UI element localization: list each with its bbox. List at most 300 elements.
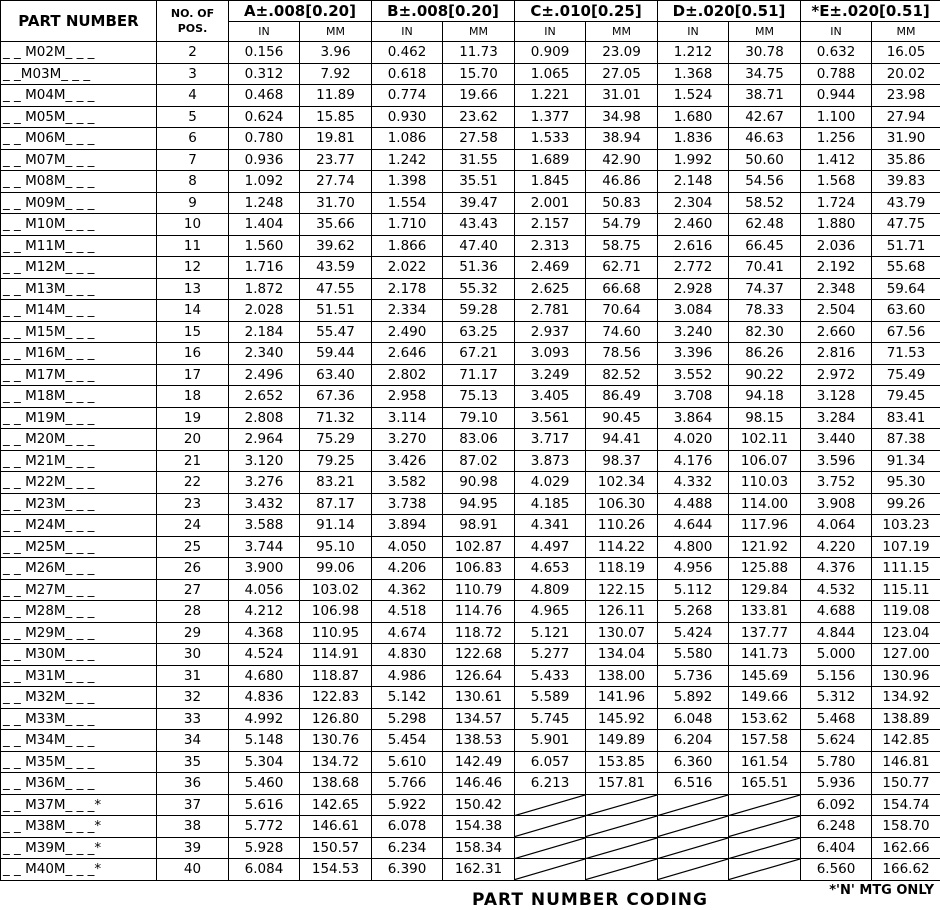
value-in-cell: 2.496 bbox=[229, 364, 300, 386]
positions-cell: 13 bbox=[157, 278, 229, 300]
value-in-cell: 1.992 bbox=[658, 149, 729, 171]
value-in-cell: 1.242 bbox=[372, 149, 443, 171]
table-row bbox=[1, 816, 940, 838]
value-in-cell: 3.396 bbox=[658, 343, 729, 365]
value-in-cell: 4.220 bbox=[801, 536, 872, 558]
value-mm-cell: 142.65 bbox=[300, 794, 372, 816]
value-in-cell: 2.816 bbox=[801, 343, 872, 365]
table-row bbox=[1, 601, 940, 623]
value-mm-cell: 138.53 bbox=[443, 730, 515, 752]
table-row bbox=[1, 687, 940, 709]
part-number-cell: _ _ M28M_ _ _ bbox=[1, 601, 157, 623]
table-row bbox=[1, 407, 940, 429]
value-in-cell: 6.048 bbox=[658, 708, 729, 730]
value-mm-cell: 34.98 bbox=[586, 106, 658, 128]
value-in-cell: 2.304 bbox=[658, 192, 729, 214]
table-row bbox=[1, 472, 940, 494]
value-mm-cell: 67.56 bbox=[872, 321, 940, 343]
value-in-cell: 5.766 bbox=[372, 773, 443, 795]
value-mm-cell: 35.51 bbox=[443, 171, 515, 193]
value-in-cell: 2.616 bbox=[658, 235, 729, 257]
value-in-cell: 5.142 bbox=[372, 687, 443, 709]
value-in-cell: 6.078 bbox=[372, 816, 443, 838]
part-number-cell: _ _ M12M_ _ _ bbox=[1, 257, 157, 279]
value-mm-cell: 137.77 bbox=[729, 622, 801, 644]
value-mm-cell: 87.17 bbox=[300, 493, 372, 515]
value-in-cell: 6.248 bbox=[801, 816, 872, 838]
value-mm-cell: 166.62 bbox=[872, 859, 940, 881]
value-mm-cell: 114.00 bbox=[729, 493, 801, 515]
value-mm-cell: 71.53 bbox=[872, 343, 940, 365]
value-in-cell: 4.497 bbox=[515, 536, 586, 558]
value-mm-cell: 98.37 bbox=[586, 450, 658, 472]
value-in-cell: 5.610 bbox=[372, 751, 443, 773]
table-row bbox=[1, 450, 940, 472]
value-in-cell: 5.624 bbox=[801, 730, 872, 752]
value-in-cell: 4.332 bbox=[658, 472, 729, 494]
part-number-cell: _ _ M16M_ _ _ bbox=[1, 343, 157, 365]
positions-cell: 32 bbox=[157, 687, 229, 709]
value-mm-cell: 11.89 bbox=[300, 85, 372, 107]
value-mm-cell: 38.94 bbox=[586, 128, 658, 150]
value-mm-cell: 50.83 bbox=[586, 192, 658, 214]
value-in-cell: 5.736 bbox=[658, 665, 729, 687]
value-in-cell: 3.708 bbox=[658, 386, 729, 408]
value-mm-cell: 162.31 bbox=[443, 859, 515, 881]
table-row bbox=[1, 235, 940, 257]
value-mm-cell: 150.42 bbox=[443, 794, 515, 816]
table-row bbox=[1, 128, 940, 150]
value-mm-cell: 39.47 bbox=[443, 192, 515, 214]
value-in-cell: 1.845 bbox=[515, 171, 586, 193]
value-mm-cell: 31.01 bbox=[586, 85, 658, 107]
table-row bbox=[1, 171, 940, 193]
value-in-cell: 1.377 bbox=[515, 106, 586, 128]
part-number-cell: _ _ M14M_ _ _ bbox=[1, 300, 157, 322]
value-in-cell: 3.588 bbox=[229, 515, 300, 537]
value-in-cell: 5.424 bbox=[658, 622, 729, 644]
value-in-cell: 2.348 bbox=[801, 278, 872, 300]
value-mm-cell: 70.64 bbox=[586, 300, 658, 322]
value-in-cell: 1.880 bbox=[801, 214, 872, 236]
value-in-cell: 0.909 bbox=[515, 42, 586, 64]
value-mm-cell: 23.62 bbox=[443, 106, 515, 128]
not-applicable-cell bbox=[729, 859, 801, 881]
value-in-cell: 2.972 bbox=[801, 364, 872, 386]
value-in-cell: 4.674 bbox=[372, 622, 443, 644]
value-mm-cell: 63.60 bbox=[872, 300, 940, 322]
value-mm-cell: 142.85 bbox=[872, 730, 940, 752]
value-mm-cell: 16.05 bbox=[872, 42, 940, 64]
value-mm-cell: 47.75 bbox=[872, 214, 940, 236]
value-mm-cell: 59.28 bbox=[443, 300, 515, 322]
table-row bbox=[1, 63, 940, 85]
value-mm-cell: 122.68 bbox=[443, 644, 515, 666]
value-mm-cell: 90.45 bbox=[586, 407, 658, 429]
dim-e-header: *E±.020[0.51] bbox=[801, 1, 940, 22]
value-in-cell: 6.092 bbox=[801, 794, 872, 816]
value-in-cell: 2.781 bbox=[515, 300, 586, 322]
value-mm-cell: 86.26 bbox=[729, 343, 801, 365]
value-mm-cell: 158.70 bbox=[872, 816, 940, 838]
value-in-cell: 1.256 bbox=[801, 128, 872, 150]
value-mm-cell: 66.45 bbox=[729, 235, 801, 257]
positions-cell: 30 bbox=[157, 644, 229, 666]
part-number-cell: _ _ M22M_ _ _ bbox=[1, 472, 157, 494]
value-in-cell: 0.936 bbox=[229, 149, 300, 171]
positions-cell: 26 bbox=[157, 558, 229, 580]
value-mm-cell: 114.76 bbox=[443, 601, 515, 623]
positions-cell: 9 bbox=[157, 192, 229, 214]
value-mm-cell: 55.47 bbox=[300, 321, 372, 343]
value-mm-cell: 129.84 bbox=[729, 579, 801, 601]
positions-cell: 38 bbox=[157, 816, 229, 838]
part-number-cell: _ _ M19M_ _ _ bbox=[1, 407, 157, 429]
value-in-cell: 1.533 bbox=[515, 128, 586, 150]
value-in-cell: 0.468 bbox=[229, 85, 300, 107]
value-mm-cell: 47.55 bbox=[300, 278, 372, 300]
positions-cell: 28 bbox=[157, 601, 229, 623]
value-mm-cell: 23.09 bbox=[586, 42, 658, 64]
value-in-cell: 3.240 bbox=[658, 321, 729, 343]
value-in-cell: 1.554 bbox=[372, 192, 443, 214]
value-in-cell: 5.468 bbox=[801, 708, 872, 730]
table-row bbox=[1, 730, 940, 752]
value-in-cell: 1.524 bbox=[658, 85, 729, 107]
value-in-cell: 6.390 bbox=[372, 859, 443, 881]
value-in-cell: 4.488 bbox=[658, 493, 729, 515]
part-number-cell: _ _ M07M_ _ _ bbox=[1, 149, 157, 171]
value-mm-cell: 98.15 bbox=[729, 407, 801, 429]
value-mm-cell: 117.96 bbox=[729, 515, 801, 537]
value-mm-cell: 165.51 bbox=[729, 773, 801, 795]
value-mm-cell: 118.87 bbox=[300, 665, 372, 687]
value-mm-cell: 23.77 bbox=[300, 149, 372, 171]
value-in-cell: 4.680 bbox=[229, 665, 300, 687]
value-mm-cell: 98.91 bbox=[443, 515, 515, 537]
unit-mm-header: MM bbox=[586, 22, 658, 42]
positions-cell: 21 bbox=[157, 450, 229, 472]
positions-cell: 17 bbox=[157, 364, 229, 386]
dim-b-header: B±.008[0.20] bbox=[372, 1, 515, 22]
value-mm-cell: 11.73 bbox=[443, 42, 515, 64]
not-applicable-cell bbox=[586, 859, 658, 881]
value-mm-cell: 51.36 bbox=[443, 257, 515, 279]
value-mm-cell: 51.51 bbox=[300, 300, 372, 322]
value-mm-cell: 157.81 bbox=[586, 773, 658, 795]
value-in-cell: 3.084 bbox=[658, 300, 729, 322]
value-mm-cell: 27.94 bbox=[872, 106, 940, 128]
unit-in-header: IN bbox=[372, 22, 443, 42]
value-mm-cell: 71.17 bbox=[443, 364, 515, 386]
value-mm-cell: 62.71 bbox=[586, 257, 658, 279]
value-mm-cell: 15.70 bbox=[443, 63, 515, 85]
value-mm-cell: 149.66 bbox=[729, 687, 801, 709]
value-mm-cell: 15.85 bbox=[300, 106, 372, 128]
positions-cell: 18 bbox=[157, 386, 229, 408]
part-number-cell: _ _ M31M_ _ _ bbox=[1, 665, 157, 687]
value-mm-cell: 39.83 bbox=[872, 171, 940, 193]
positions-cell: 24 bbox=[157, 515, 229, 537]
not-applicable-cell bbox=[515, 794, 586, 816]
value-in-cell: 3.744 bbox=[229, 536, 300, 558]
part-number-cell: _ _ M33M_ _ _ bbox=[1, 708, 157, 730]
positions-cell: 2 bbox=[157, 42, 229, 64]
part-number-cell: _ _ M21M_ _ _ bbox=[1, 450, 157, 472]
value-mm-cell: 75.49 bbox=[872, 364, 940, 386]
value-mm-cell: 102.87 bbox=[443, 536, 515, 558]
value-in-cell: 2.001 bbox=[515, 192, 586, 214]
value-mm-cell: 74.60 bbox=[586, 321, 658, 343]
value-mm-cell: 154.53 bbox=[300, 859, 372, 881]
part-number-cell: _ _ M11M_ _ _ bbox=[1, 235, 157, 257]
value-in-cell: 0.624 bbox=[229, 106, 300, 128]
value-in-cell: 6.084 bbox=[229, 859, 300, 881]
part-number-cell: _ _ M27M_ _ _ bbox=[1, 579, 157, 601]
value-mm-cell: 110.03 bbox=[729, 472, 801, 494]
value-mm-cell: 83.21 bbox=[300, 472, 372, 494]
unit-in-header: IN bbox=[801, 22, 872, 42]
positions-cell: 10 bbox=[157, 214, 229, 236]
value-in-cell: 2.313 bbox=[515, 235, 586, 257]
value-mm-cell: 50.60 bbox=[729, 149, 801, 171]
value-mm-cell: 19.81 bbox=[300, 128, 372, 150]
part-number-cell: _ _ M13M_ _ _ bbox=[1, 278, 157, 300]
not-applicable-cell bbox=[658, 816, 729, 838]
value-mm-cell: 67.36 bbox=[300, 386, 372, 408]
value-in-cell: 6.234 bbox=[372, 837, 443, 859]
value-mm-cell: 95.30 bbox=[872, 472, 940, 494]
value-mm-cell: 154.74 bbox=[872, 794, 940, 816]
value-in-cell: 2.469 bbox=[515, 257, 586, 279]
table-row bbox=[1, 515, 940, 537]
table-row bbox=[1, 192, 940, 214]
positions-cell: 25 bbox=[157, 536, 229, 558]
value-in-cell: 5.000 bbox=[801, 644, 872, 666]
value-in-cell: 3.128 bbox=[801, 386, 872, 408]
value-in-cell: 0.788 bbox=[801, 63, 872, 85]
value-mm-cell: 58.75 bbox=[586, 235, 658, 257]
value-in-cell: 4.809 bbox=[515, 579, 586, 601]
value-in-cell: 5.454 bbox=[372, 730, 443, 752]
value-in-cell: 2.937 bbox=[515, 321, 586, 343]
value-mm-cell: 35.86 bbox=[872, 149, 940, 171]
value-in-cell: 3.426 bbox=[372, 450, 443, 472]
part-number-cell: _ _ M04M_ _ _ bbox=[1, 85, 157, 107]
dim-a-header: A±.008[0.20] bbox=[229, 1, 372, 22]
value-mm-cell: 127.00 bbox=[872, 644, 940, 666]
value-mm-cell: 79.45 bbox=[872, 386, 940, 408]
value-mm-cell: 82.52 bbox=[586, 364, 658, 386]
value-in-cell: 5.304 bbox=[229, 751, 300, 773]
value-in-cell: 3.717 bbox=[515, 429, 586, 451]
value-in-cell: 1.398 bbox=[372, 171, 443, 193]
not-applicable-cell bbox=[658, 837, 729, 859]
value-mm-cell: 141.96 bbox=[586, 687, 658, 709]
value-in-cell: 3.552 bbox=[658, 364, 729, 386]
header-row-dims bbox=[1, 1, 940, 22]
part-number-cell: _ _ M32M_ _ _ bbox=[1, 687, 157, 709]
value-mm-cell: 19.66 bbox=[443, 85, 515, 107]
value-in-cell: 0.312 bbox=[229, 63, 300, 85]
value-in-cell: 0.462 bbox=[372, 42, 443, 64]
part-number-cell: _ _ M38M_ _ _* bbox=[1, 816, 157, 838]
value-mm-cell: 110.26 bbox=[586, 515, 658, 537]
table-row bbox=[1, 364, 940, 386]
value-in-cell: 0.930 bbox=[372, 106, 443, 128]
value-in-cell: 5.460 bbox=[229, 773, 300, 795]
value-mm-cell: 150.77 bbox=[872, 773, 940, 795]
table-row bbox=[1, 751, 940, 773]
value-in-cell: 4.992 bbox=[229, 708, 300, 730]
value-mm-cell: 34.75 bbox=[729, 63, 801, 85]
value-in-cell: 1.680 bbox=[658, 106, 729, 128]
value-in-cell: 2.334 bbox=[372, 300, 443, 322]
value-in-cell: 4.212 bbox=[229, 601, 300, 623]
value-in-cell: 5.156 bbox=[801, 665, 872, 687]
value-mm-cell: 134.92 bbox=[872, 687, 940, 709]
value-in-cell: 4.688 bbox=[801, 601, 872, 623]
table-row bbox=[1, 665, 940, 687]
value-mm-cell: 114.91 bbox=[300, 644, 372, 666]
value-mm-cell: 63.40 bbox=[300, 364, 372, 386]
value-in-cell: 2.148 bbox=[658, 171, 729, 193]
value-in-cell: 5.433 bbox=[515, 665, 586, 687]
value-in-cell: 3.582 bbox=[372, 472, 443, 494]
value-mm-cell: 106.98 bbox=[300, 601, 372, 623]
part-number-cell: _ _ M23M_ _ _ bbox=[1, 493, 157, 515]
table-row bbox=[1, 214, 940, 236]
value-in-cell: 1.368 bbox=[658, 63, 729, 85]
table-row bbox=[1, 257, 940, 279]
positions-cell: 7 bbox=[157, 149, 229, 171]
value-mm-cell: 130.07 bbox=[586, 622, 658, 644]
value-in-cell: 2.192 bbox=[801, 257, 872, 279]
value-in-cell: 4.185 bbox=[515, 493, 586, 515]
table-row bbox=[1, 622, 940, 644]
value-in-cell: 2.964 bbox=[229, 429, 300, 451]
value-mm-cell: 30.78 bbox=[729, 42, 801, 64]
value-mm-cell: 154.38 bbox=[443, 816, 515, 838]
value-in-cell: 1.092 bbox=[229, 171, 300, 193]
value-in-cell: 2.022 bbox=[372, 257, 443, 279]
value-in-cell: 1.716 bbox=[229, 257, 300, 279]
value-in-cell: 2.802 bbox=[372, 364, 443, 386]
value-mm-cell: 27.05 bbox=[586, 63, 658, 85]
value-in-cell: 3.873 bbox=[515, 450, 586, 472]
value-mm-cell: 149.89 bbox=[586, 730, 658, 752]
value-in-cell: 3.405 bbox=[515, 386, 586, 408]
value-in-cell: 5.780 bbox=[801, 751, 872, 773]
value-in-cell: 1.404 bbox=[229, 214, 300, 236]
value-in-cell: 1.086 bbox=[372, 128, 443, 150]
table-row bbox=[1, 386, 940, 408]
value-in-cell: 2.157 bbox=[515, 214, 586, 236]
value-mm-cell: 23.98 bbox=[872, 85, 940, 107]
value-mm-cell: 43.79 bbox=[872, 192, 940, 214]
positions-cell: 20 bbox=[157, 429, 229, 451]
part-number-cell: _ _ M30M_ _ _ bbox=[1, 644, 157, 666]
value-in-cell: 2.340 bbox=[229, 343, 300, 365]
part-number-cell: _ _ M29M_ _ _ bbox=[1, 622, 157, 644]
dim-d-header: D±.020[0.51] bbox=[658, 1, 801, 22]
value-in-cell: 0.632 bbox=[801, 42, 872, 64]
value-mm-cell: 110.95 bbox=[300, 622, 372, 644]
value-mm-cell: 27.74 bbox=[300, 171, 372, 193]
part-number-cell: _ _ M25M_ _ _ bbox=[1, 536, 157, 558]
value-mm-cell: 94.18 bbox=[729, 386, 801, 408]
value-mm-cell: 126.80 bbox=[300, 708, 372, 730]
value-in-cell: 2.808 bbox=[229, 407, 300, 429]
value-mm-cell: 130.76 bbox=[300, 730, 372, 752]
part-number-cell: _ _ M39M_ _ _* bbox=[1, 837, 157, 859]
value-mm-cell: 78.33 bbox=[729, 300, 801, 322]
value-in-cell: 3.894 bbox=[372, 515, 443, 537]
value-in-cell: 4.029 bbox=[515, 472, 586, 494]
value-in-cell: 0.156 bbox=[229, 42, 300, 64]
value-mm-cell: 75.29 bbox=[300, 429, 372, 451]
value-mm-cell: 150.57 bbox=[300, 837, 372, 859]
not-applicable-cell bbox=[729, 816, 801, 838]
part-number-cell: _ _ M20M_ _ _ bbox=[1, 429, 157, 451]
value-in-cell: 4.206 bbox=[372, 558, 443, 580]
value-mm-cell: 39.62 bbox=[300, 235, 372, 257]
value-in-cell: 1.724 bbox=[801, 192, 872, 214]
value-in-cell: 3.440 bbox=[801, 429, 872, 451]
value-in-cell: 4.532 bbox=[801, 579, 872, 601]
positions-cell: 19 bbox=[157, 407, 229, 429]
value-mm-cell: 79.25 bbox=[300, 450, 372, 472]
value-mm-cell: 94.95 bbox=[443, 493, 515, 515]
value-in-cell: 5.589 bbox=[515, 687, 586, 709]
value-in-cell: 4.368 bbox=[229, 622, 300, 644]
unit-in-header: IN bbox=[658, 22, 729, 42]
value-mm-cell: 67.21 bbox=[443, 343, 515, 365]
part-number-cell: _ _ M15M_ _ _ bbox=[1, 321, 157, 343]
positions-cell: 11 bbox=[157, 235, 229, 257]
value-in-cell: 5.745 bbox=[515, 708, 586, 730]
positions-cell: 29 bbox=[157, 622, 229, 644]
value-mm-cell: 99.06 bbox=[300, 558, 372, 580]
value-mm-cell: 31.70 bbox=[300, 192, 372, 214]
value-in-cell: 4.050 bbox=[372, 536, 443, 558]
positions-cell: 23 bbox=[157, 493, 229, 515]
value-in-cell: 5.892 bbox=[658, 687, 729, 709]
value-in-cell: 2.490 bbox=[372, 321, 443, 343]
table-row bbox=[1, 708, 940, 730]
positions-cell: 6 bbox=[157, 128, 229, 150]
value-mm-cell: 134.57 bbox=[443, 708, 515, 730]
value-in-cell: 5.616 bbox=[229, 794, 300, 816]
part-number-cell: _ _ M08M_ _ _ bbox=[1, 171, 157, 193]
value-in-cell: 6.404 bbox=[801, 837, 872, 859]
value-in-cell: 4.836 bbox=[229, 687, 300, 709]
value-mm-cell: 94.41 bbox=[586, 429, 658, 451]
positions-cell: 12 bbox=[157, 257, 229, 279]
positions-cell: 8 bbox=[157, 171, 229, 193]
value-mm-cell: 47.40 bbox=[443, 235, 515, 257]
unit-in-header: IN bbox=[229, 22, 300, 42]
positions-cell: 33 bbox=[157, 708, 229, 730]
value-in-cell: 5.268 bbox=[658, 601, 729, 623]
unit-mm-header: MM bbox=[300, 22, 372, 42]
value-mm-cell: 83.41 bbox=[872, 407, 940, 429]
value-mm-cell: 106.07 bbox=[729, 450, 801, 472]
value-mm-cell: 130.61 bbox=[443, 687, 515, 709]
value-mm-cell: 153.62 bbox=[729, 708, 801, 730]
value-mm-cell: 35.66 bbox=[300, 214, 372, 236]
positions-cell: 34 bbox=[157, 730, 229, 752]
